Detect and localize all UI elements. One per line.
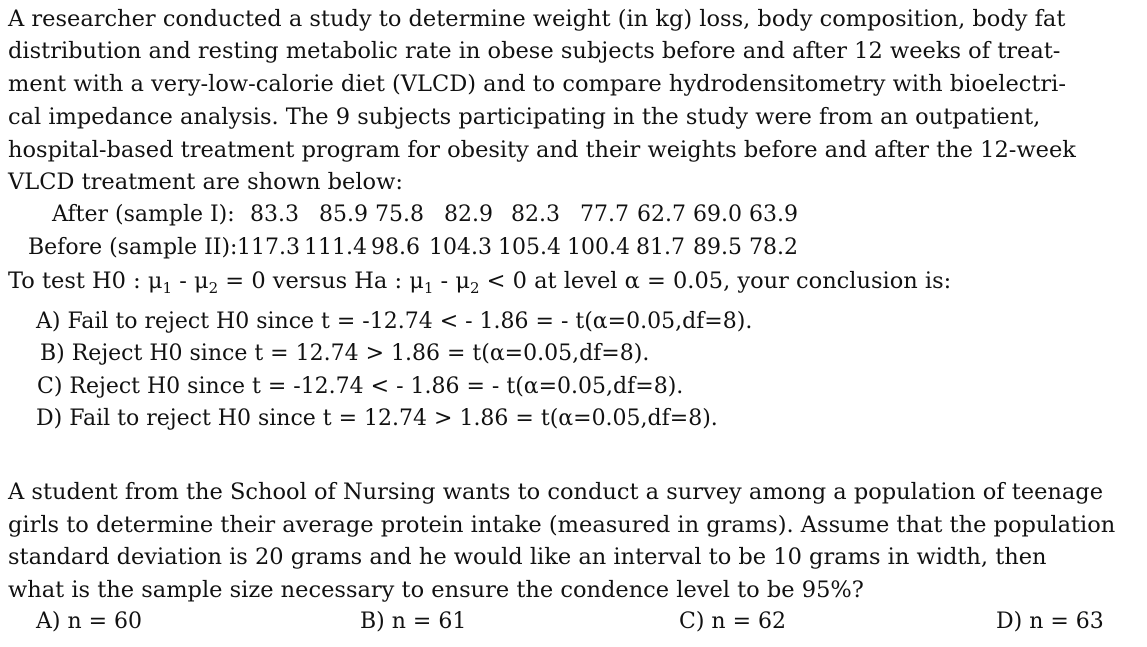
hypothesis-prefix: To test H0 : [8, 268, 148, 294]
before-value: 117.3 [237, 235, 300, 260]
hypothesis-statement [8, 265, 951, 304]
before-value: 105.4 [498, 235, 561, 260]
before-value: 89.5 [693, 235, 742, 260]
mu-symbol: μ [409, 268, 424, 294]
q1-paragraph-line-5: hospital-based treatment program for obesity and their weights before and after the 12-week [8, 137, 1076, 163]
null-hypothesis-tail: = 0 versus Ha : [218, 268, 410, 294]
q1-paragraph-line-3: ment with a very-low-calorie diet (VLCD) and to compare hydrodensitometry with bioelectri- [8, 71, 1066, 97]
hypothesis-suffix: = 0.05, your conclusion is: [639, 268, 952, 294]
alpha-symbol: α [624, 268, 640, 294]
mu-symbol: μ [193, 268, 209, 294]
after-value: 63.9 [749, 202, 798, 227]
q1-paragraph-line-6: VLCD treatment are shown below: [8, 169, 403, 195]
q2-paragraph-line-2: girls to determine their average protein intake (measured in grams). Assume that the population [8, 512, 1116, 538]
after-value: 75.8 [375, 202, 424, 227]
after-value: 82.3 [511, 202, 560, 227]
q1-choice-c[interactable]: C) Reject H0 since t = -12.74 < - 1.86 = - t(α=0.05,df=8). [37, 374, 684, 399]
q2-choice-a[interactable]: A) n = 60 [36, 609, 143, 634]
q2-paragraph-line-4: what is the sample size necessary to ensure the condence level to be 95%? [8, 577, 864, 603]
minus-sign: - [433, 268, 456, 294]
q1-paragraph-line-1: A researcher conducted a study to determine weight (in kg) loss, body composition, body fat [8, 6, 1066, 32]
q1-choice-b[interactable]: B) Reject H0 since t = 12.74 > 1.86 = t(α=0.05,df=8). [40, 341, 650, 366]
subscript-2: 2 [469, 279, 480, 297]
q2-paragraph-line-1: A student from the School of Nursing wants to conduct a survey among a population of teenage [8, 479, 1104, 505]
q2-choice-b[interactable]: B) n = 61 [360, 609, 467, 634]
before-value: 98.6 [371, 235, 420, 260]
q2-paragraph-line-3: standard deviation is 20 grams and he would like an interval to be 10 grams in width, then [8, 544, 1047, 570]
mu-symbol: μ [455, 268, 470, 294]
after-value: 82.9 [444, 202, 493, 227]
before-value: 104.3 [429, 235, 492, 260]
minus-sign: - [172, 268, 194, 294]
q1-choice-a[interactable]: A) Fail to reject H0 since t = -12.74 < - 1.86 = - t(α=0.05,df=8). [36, 309, 753, 334]
after-value: 62.7 [637, 202, 686, 227]
after-label: After (sample I): [52, 202, 235, 227]
before-label: Before (sample II): [28, 235, 238, 260]
before-value: 100.4 [567, 235, 630, 260]
mu-symbol: μ [147, 268, 163, 294]
before-row [0, 232, 1147, 264]
subscript-1: 1 [423, 279, 434, 297]
before-value: 81.7 [636, 235, 685, 260]
after-value: 77.7 [580, 202, 629, 227]
after-value: 83.3 [250, 202, 299, 227]
subscript-2: 2 [208, 279, 219, 297]
before-value: 111.4 [304, 235, 367, 260]
q1-choice-d[interactable]: D) Fail to reject H0 since t = 12.74 > 1.86 = t(α=0.05,df=8). [36, 406, 718, 431]
after-value: 69.0 [693, 202, 742, 227]
before-value: 78.2 [749, 235, 798, 260]
q1-paragraph-line-4: cal impedance analysis. The 9 subjects participating in the study were from an outpatient, [8, 104, 1041, 130]
subscript-1: 1 [162, 279, 173, 297]
q2-choice-d[interactable]: D) n = 63 [996, 609, 1104, 634]
q1-paragraph-line-2: distribution and resting metabolic rate in obese subjects before and after 12 weeks of treat- [8, 38, 1061, 64]
q2-choice-c[interactable]: C) n = 62 [679, 609, 786, 634]
alt-hypothesis-tail: < 0 at level [479, 268, 625, 294]
after-row [0, 199, 1147, 231]
after-value: 85.9 [319, 202, 368, 227]
